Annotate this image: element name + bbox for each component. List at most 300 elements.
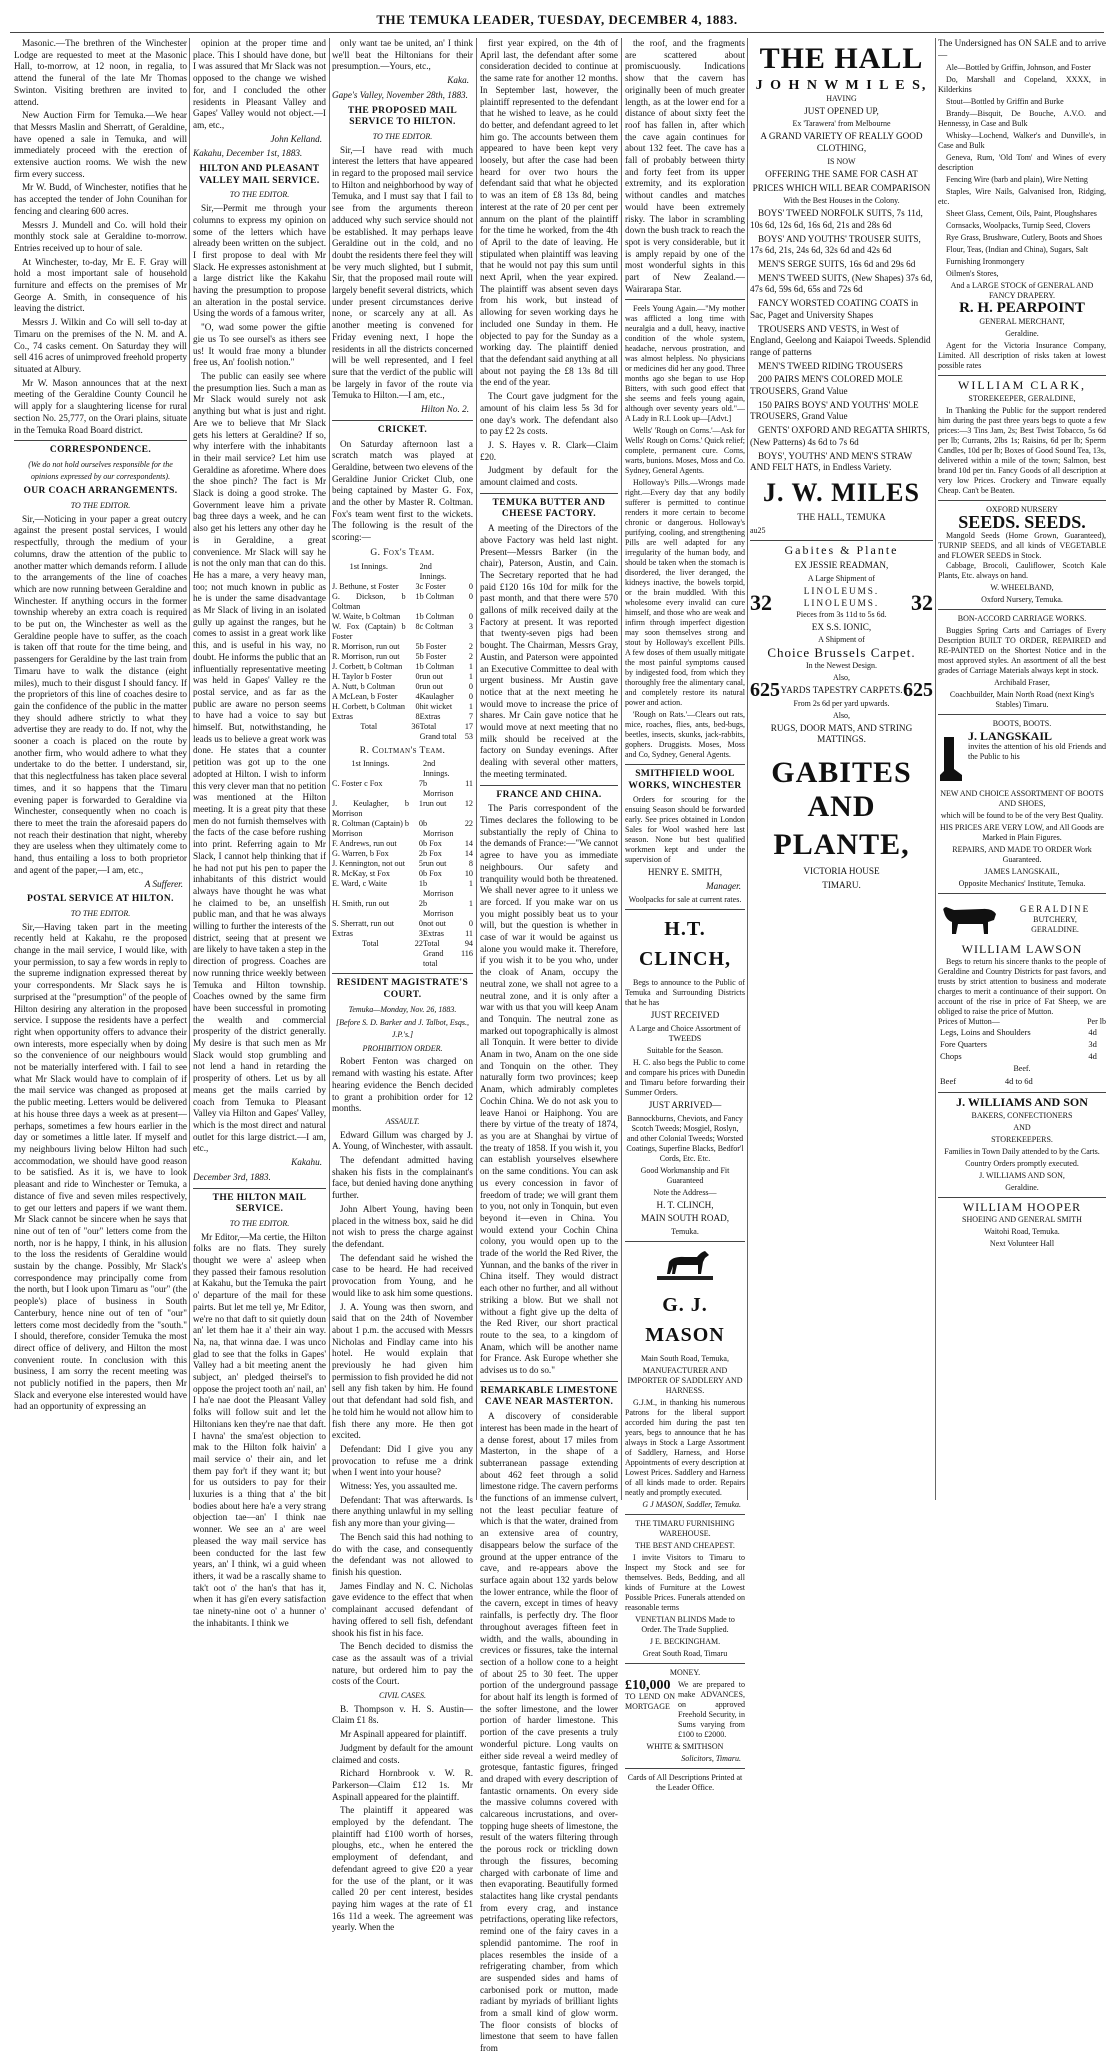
team-heading: R. Coltman's Team. [359, 745, 446, 756]
divider [938, 1197, 1106, 1198]
boot-icon [938, 735, 964, 783]
column-rule [329, 38, 330, 1500]
letter-heading: THE PROPOSED MAIL SERVICE TO HILTON. [347, 105, 458, 128]
runs-1st: 0 [418, 869, 423, 879]
ad-text: HIS PRICES ARE VERY LOW, and All Goods are Marked in Plain Figures. [940, 822, 1104, 842]
grand-total-label: Grand total [419, 731, 457, 741]
ad-text: SHOEING AND GENERAL SMITH [962, 1215, 1082, 1225]
ad-title: GABITES AND [771, 756, 912, 824]
runs-2nd: 0 [468, 581, 473, 591]
batsman-1st: J. Keulagher, b Morrison [332, 799, 409, 819]
dismissal-2nd: b Coltman [419, 611, 454, 621]
runs-2nd: 11 [465, 929, 473, 939]
table-row [332, 799, 473, 819]
ad-text: Orders for scouring for the ensuing Season should be forwarded early. See prices obtained in London Sales for Wool washed here last season. None but best qualified workmen kept and under the supervision of [625, 794, 745, 864]
runs-1st: 0 [415, 681, 420, 691]
divider [193, 1188, 326, 1189]
runs-1st: 8 [415, 621, 420, 631]
letter-heading: THE HILTON MAIL SERVICE. [212, 1192, 307, 1215]
ad-name: J. WILLIAMS AND SON, [979, 1170, 1065, 1180]
paragraph: BOYS', YOUTHS' AND MEN'S STRAW AND FELT HATS, in Endless Variety. [750, 450, 913, 473]
runs-1st: 1 [418, 799, 423, 809]
divider [332, 973, 473, 974]
table-row [332, 592, 473, 612]
batsman-1st: A. Nutt, b Coltman [332, 681, 395, 691]
price-list [750, 208, 933, 474]
paragraph: MEN'S TWEED SUITS, (New Shapes) 37s 6d, 47s 6d, 59s 6d, 65s and 72s 6d [750, 272, 933, 295]
paragraph: Masonic.—The brethren of the Winchester Lodge are requested to meet at the Masonic Hall, to-morrow, at 12 noon, in regalia, to attend the funeral of the late Mr Thomas Swinton. Visiting brethren are invited to attend. [14, 38, 187, 107]
dismissal-2nd: c Foster [419, 581, 446, 591]
cut: Chops [940, 1050, 962, 1061]
paragraph: Furnishing Ironmongery [946, 257, 1025, 267]
disclaimer: (We do not hold ourselves responsible for the opinions expressed by our correspondents). [28, 459, 173, 481]
price: 4d [1088, 1027, 1097, 1038]
total-label: Total [419, 721, 437, 731]
ad-text: A GRAND VARIETY OF REALLY GOOD CLOTHING, [760, 131, 923, 154]
paragraph: 200 PAIRS MEN'S COLORED MOLE TROUSERS, Grand Value [750, 374, 903, 397]
paragraph: Sir,—I have read with much interest the letters that have appeared in regard to the proposed mail service to Hilton and neighborhood by way of Temuka, and I must say that I fail to see from the arguments thereon adduced why such service should not be established. It may perhaps leave Geraldine out in the cold, and no doubt the residents there feel they will be very much slighted, but I submit, Sir, that the proposed mail route will largely benefit several districts, which under present circumstances derive none, or scarcely any at all. As another meeting is convened for Friday evening next, I hope the residents in all the districts concerned will be well represented, and I feel sure that the verdict of the public will be largely in favor of the route via Temuka to Hilton.—I am, etc., [332, 144, 473, 401]
divider [625, 1663, 745, 1664]
divider [625, 1768, 745, 1769]
ad-text: Waitohi Road, Temuka. [984, 1227, 1060, 1237]
ad-title: R. H. PEARPOINT [959, 300, 1085, 317]
runs-2nd: 3 [468, 621, 473, 631]
letter-body [14, 922, 187, 1414]
price: 4d [1088, 1050, 1097, 1061]
ad-text: H. T. CLINCH, [656, 1199, 714, 1210]
batsman-1st: F. Andrews, run out [332, 839, 397, 849]
letter-signature: Kaka. [447, 75, 469, 86]
ad-name: HENRY E. SMITH, [647, 866, 723, 877]
runs-1st: 1 [418, 879, 423, 889]
table-row [332, 819, 473, 839]
batsman-1st: Extras [332, 929, 353, 939]
table-row [332, 682, 473, 692]
paragraph: Rye Grass, Brushware, Cutlery, Boots and Shoes [946, 233, 1103, 243]
divider [625, 764, 745, 765]
paragraph: Mr Aspinall appeared for plaintiff. [340, 1729, 467, 1740]
divider [938, 375, 1106, 376]
letter-body [14, 514, 187, 877]
ad-title: J. LANGSKAIL [968, 728, 1053, 743]
runs-2nd: 14 [464, 849, 473, 859]
ad-role: Manager. [706, 880, 741, 891]
paragraph: Feels Young Again.—"My mother was afflicted a long time with neuralgia and a dull, heavy, inactive condition of the whole system, headache, nervous prostration, and was almost helpless. No physicians or medicines did her any good. Three months ago she began to use Hop Bitters, with such good effect that she seems and feels young again, although over seventy years old."—A Lady in R.I. Look up—[Advt.] [625, 304, 745, 424]
runs-1st: 2 [418, 849, 423, 859]
runs-2nd: 0 [468, 681, 473, 691]
ad-number: 32 [911, 589, 933, 615]
dismissal-2nd: b Fox [422, 869, 442, 879]
paragraph: At Winchester, to-day, Mr E. F. Gray will hold a most important sale of household furniture and effects on the premises of Mr George A. Smith, in consequence of his leaving the district. [14, 256, 187, 314]
grand-total-value: 116 [461, 949, 473, 959]
paragraph: Sheet Glass, Cement, Oils, Paint, Ploughshares [946, 209, 1097, 219]
mutton-head [938, 1017, 1106, 1027]
total-value: 36 [411, 721, 420, 731]
table-row [332, 779, 473, 799]
column-7 [938, 38, 1106, 1251]
divider [480, 493, 618, 494]
money-ad [625, 1680, 745, 1740]
ad-text: STOREKEEPER, GERALDINE, [968, 393, 1076, 403]
ad-text: Opposite Mechanics' Institute, Temuka. [958, 878, 1086, 888]
paragraph: B. Thompson v. H. S. Austin—Claim £1 8s. [332, 1703, 473, 1726]
table-row [332, 919, 473, 929]
column-rule [747, 38, 748, 1500]
ad-text: HAVING [826, 93, 857, 103]
goods-list [938, 63, 1106, 279]
runs-2nd: 11 [465, 779, 473, 789]
paragraph: James Findlay and N. C. Nicholas gave evidence to the effect that when complainant accused defendant of having offered to sell fish, defendant shook his fist in his face. [332, 1580, 473, 1638]
dismissal-2nd: run out [422, 859, 447, 869]
runs-2nd: 1 [468, 701, 473, 711]
divider [938, 500, 1106, 501]
runs-2nd: 1 [468, 661, 473, 671]
dismissal-2nd: b Morrison [422, 779, 454, 799]
ad-text: BUTCHERY, [1033, 915, 1077, 925]
dismissal-2nd: run out [422, 799, 447, 809]
column-rule [621, 38, 622, 1500]
runs-1st: 5 [418, 859, 423, 869]
letter-address: TO THE EDITOR. [372, 131, 433, 141]
dismissal-2nd: b Fox [422, 849, 442, 859]
letter-signature: A Sufferer. [144, 878, 183, 889]
ad-text: Good Workmanship and Fit Guaranteed [640, 1165, 730, 1185]
local-notes [14, 38, 187, 436]
paragraph: Whisky—Lochend, Walker's and Dunville's, in Case and Bulk [938, 131, 1106, 151]
beef-prices [938, 1076, 1106, 1088]
money-text: We are prepared to make ADVANCES, on approved Freehold Security, in Sums varying from £100 to £2000. [678, 1680, 745, 1740]
paragraph: Judgment by default for the amount claimed and costs. [332, 1742, 473, 1765]
ad-text: THE HALL, TEMUKA [797, 511, 886, 522]
lino-block [772, 586, 911, 619]
paragraph: the roof, and the fragments are scattered about promiscuously. Indications show that the cavern has originally been of much greater length, as at the lower end for a distance of about sixty feet the roof has fallen in, after which the cave again continues for about 132 feet. The cave has a fall of probably between thirty and forty feet from its upper extremity, and its exploration without candles and matches would have been extremely risky. The labor in scrambling down the bush track to reach the spot is very considerable, but it is amply repaid by one of the most wonderful sights in this part of New Zealand.—Wairarapa Star. [625, 38, 745, 294]
divider [938, 714, 1106, 715]
ad-text: EX JESSIE READMAN, [794, 560, 889, 571]
ad-name: Archibald Fraser, [994, 677, 1050, 687]
batsman-1st: J. Bethune, st Foster [332, 581, 399, 591]
paragraph: opinion at the proper time and place. This I should have done, but I was assured that Mr Slack was not opposed to the change we wished for, and I concluded the other residents in Pleasant Valley and Gapes' Valley would not object.—I am, etc., [193, 38, 326, 130]
ad-text: Families in Town Daily attended to by the Carts. [944, 1146, 1100, 1156]
ad-text: I invite Visitors to Timaru to Inspect my Stock and see for themselves. Beds, Bedding, and all kinds of Furniture at the Lowest Possible Prices. Funerals attended on reasonable terms [625, 1553, 745, 1613]
batsman-1st: S. Sherratt, run out [332, 919, 395, 929]
total-label: Total [362, 939, 379, 949]
dismissal-2nd: Extras [422, 929, 444, 939]
batsman-1st: R. Morrison, run out [332, 651, 400, 661]
letter-address: TO THE EDITOR. [70, 501, 131, 511]
letter-heading: POSTAL SERVICE AT HILTON. [27, 894, 174, 905]
table-row [332, 652, 473, 662]
ad-text: Suitable for the Season. [647, 1045, 723, 1055]
runs-1st: 1 [415, 611, 420, 621]
paragraph: Defendant: That was afterwards. Is there anything unlawful in my selling fish any more than your giving— [332, 1494, 473, 1529]
paragraph: The Bench decided to dismiss the case as the assault was of a trivial nature, but ordered him to pay the costs of the Court. [332, 1641, 473, 1687]
ad-text: H. C. also begs the Public to come and compare his prices with Dunedin and Timaru before forwarding their Summer Orders. [625, 1057, 745, 1097]
table-row [332, 929, 473, 939]
ad-text: Buggies Spring Carts and Carriages of Every Description BUILT TO ORDER, REPAIRED and RE-PAINTED on the Shortest Notice and in the most approved styles. An assortment of all the best grades of Carriage Materials always kept in stock. [938, 625, 1106, 675]
dismissal-2nd: b Coltman [419, 591, 454, 601]
ad-text: REPAIRS, AND MADE TO ORDER Work Guaranteed. [952, 844, 1092, 864]
ad-heading: BON-ACCORD CARRIAGE WORKS. [957, 613, 1087, 623]
ad-text: Note the Address— [653, 1187, 717, 1197]
cut: Legs, Loins and Shoulders [940, 1027, 1031, 1038]
batsman-1st: G. Dickson, b Coltman [332, 591, 406, 611]
masthead-rule [10, 32, 1104, 33]
ad-text: EX S.S. IONIC, [811, 621, 872, 632]
section-heading: RESIDENT MAGISTRATE'S COURT. [336, 978, 469, 1000]
table-row [332, 642, 473, 652]
ad-text: Mangold Seeds (Home Grown, Guaranteed), TURNIP SEEDS, and all kinds of VEGETABLE and FLOWER SEEDS in Stock. [938, 530, 1106, 560]
dismissal-2nd: c Coltman [419, 621, 454, 631]
column-rule [189, 38, 190, 1500]
ad-text: Agent for the Victoria Insurance Company, Limited. All description of risks taken at lowest possible rates [938, 341, 1106, 371]
ad-number: 625 [750, 678, 780, 701]
column-4 [480, 38, 618, 2057]
dismissal-2nd: hit wicket [419, 701, 453, 711]
table-row [938, 1076, 1106, 1088]
divider [938, 893, 1106, 894]
grand-total-label: Grand total [422, 949, 444, 969]
paragraph: first year expired, on the 4th of April last, the defendant after some consideration decided to continue at the same rate for another 12 months. In September last, however, the plaintiff represented to the defendant that he wished to leave, as he could do better, and defendant agreed to let him go. The accounts between them appeared to have been kept very loosely, but after the case had been heard for over two hours the defendant said that what he objected to was an item of £8 13s 8d, being interest at the rate of 20 per cent per annum on the plant of the plaintiff for the time he worked, from the 4th of April to the date of leaving. He stipulated when plaintiff was leaving that he would not pay this sum until next April, when the year expired. The plaintiff was absent seven days from his work, but instead of allowing for seven working days he included one Sunday in them. He objected to pay for the Sunday as a working day. The plaintiff denied that the defendant said anything at all about not paying the £8 13s 8d till the end of the year. [480, 38, 618, 388]
ad-text: Also, [832, 672, 851, 682]
ad-title: WILLIAM LAWSON [961, 941, 1083, 956]
innings-heading: 1st Innings. [351, 759, 390, 769]
letter-signature: Kakahu. [291, 1157, 322, 1168]
case-text: Robert Fenton was charged on remand with wasting his estate. After hearing evidence the Bench decided to grant a prohibition order for 12 months. [332, 1056, 473, 1114]
paragraph: 'Rough on Rats.'—Clears out rats, mice, roaches, flies, ants, bed-bugs, beetles, insects, skunks, jack-rabbits, gophers. Druggists. Moses, Moss and Co, Sydney, General Agents. [625, 710, 745, 760]
runs-2nd: 0 [468, 691, 473, 701]
divider [625, 1514, 745, 1515]
ad-title: THE HALL [759, 42, 924, 75]
divider [938, 609, 1106, 610]
paragraph: The plaintiff it appeared was employed by the defendant. The plaintiff had £100 worth of horses, ploughs, etc., when he entered the employment of defendant, and defendant agreed to give £20 a year for the use of the plant, or it was called 20 per cent interest, besides paying him wages at the rate of £1 16s 11d a week. The agreement was yearly. When the [332, 1805, 473, 1933]
letter-heading: OUR COACH ARRANGEMENTS. [23, 486, 178, 497]
ad-text: MANUFACTURER AND IMPORTER OF SADDLERY AND HARNESS. [627, 1366, 743, 1396]
paragraph: The Paris correspondent of the Times declares the following to be substantially the reply of China to the demands of France:—"We cannot agree to have you as immediate neighbours. Our safety and tranquility would both be threatened. We shall never agree to it unless we are forced. If you make war on us you might possibly beat us to your will, but the question is whether in case of war it would be against us alone you would make it. Therefore, if you wish it to be you who, under the cloak of Anam, occupy the neutral zone, we shall not agree to a neutral zone, and it is only after a war with us that you will keep Anam and Tonquin. The neutral zone as marked out topographically is almost all Tonquin. It were better to divide Anam in two, Anam on the one side and Tonquin on the other. They naturally form two provinces; keep Anam, which admirably completes Cochin China. We do not ask you to leave Hanoi or Haiphong. You are there by virtue of the treaty of 1874, as you are at Shanghai by virtue of the treaty of 1858. If you wish it, you can establish yourselves elsewhere on the same conditions. You can ask us every concession in favor of freedom of trade; we will grant them to you, not only in Tonquin, but even beyond it—even in China. You would extend your Cochin China colony, you would open up to the trade of the world the Red River, the Yunnan, and the banks of the river in China itself. They would distract each other no further, and all without striking a blow. But we shall not without a fight give up the delta of the Red River, our short practical route to the sea, to a kingdom of Anam, which will be another name for France. Ask Europe whether she advises us to do so." [480, 803, 618, 1376]
ad-text: RUGS, DOOR MATS, AND STRING MATTINGS. [770, 722, 913, 745]
paragraph: only want tae be united, an' I think we'll beat the Hiltonians for their presumption.—Yours, etc., [332, 38, 473, 72]
paragraph: Witness: Yes, you assaulted me. [340, 1481, 458, 1492]
cut: Fore Quarters [940, 1038, 987, 1049]
runs-2nd: 12 [464, 799, 473, 809]
article-body [480, 803, 618, 1376]
ad-title: SEEDS. SEEDS. [958, 511, 1086, 532]
runs-1st: 2 [418, 899, 423, 909]
ad-heading: BOOTS, BOOTS. [992, 718, 1052, 728]
paragraph: Mr Editor,—Ma certie, the Hilton folks are no flats. They surely thought we were a' asleep when they passed their famous resolution at Kakahu, but the Temuka the pairt o' departure of the mail for these pairts. But let me tell ye, Mr Editor, we're no that daft to sit quietly doun an' let them hae it a' their ain way. Na, na, that winna dae. I was unco glad to see that the folks in Gapes' Valley had a bit meeting anent the subject, an' pledged theirsel's to oppose the project tooth an' nail, an' I ha'e nae doot the Pleasant Valley folks will follow suit and let the Hiltonians ken they're nae that daft. I havna' the sma'est objection to mak to the Hilton folk haivin' a mail service o' their ain, and let them pay for't if they want it; but for us outsiders to pay for their luxuries is a thing that a' the bit bodies about here ha'e a very strang objection tae—an' I think nae wonner. We see an a' are weel pleased the way mail service has been conducted for the last few years, an' I think, wi a guid wheen ithers, it wad be a rascally shame to tak't oot o' the han's that has it, when it has gi'en every satisfaction tae ninety-nine oot o' a hunner o' the inhabitants. I think we [193, 1231, 326, 1628]
section-heading: FRANCE AND CHINA. [496, 789, 602, 800]
ad-text: Choice Brussels Carpet. [767, 645, 916, 661]
batsman-1st: R. Coltman (Captain) b Morrison [332, 819, 409, 839]
dismissal-2nd: b Morrison [422, 819, 454, 839]
ad-text: Pieces from 3s 11d to 5s 6d. [796, 609, 887, 619]
paragraph: Defendant: Did I give you any provocation to refuse me a drink when I went into your house? [332, 1443, 473, 1478]
divider [750, 540, 933, 541]
innings-heading: 1st Innings. [349, 561, 388, 571]
ad-text: Country Orders promptly executed. [965, 1158, 1079, 1168]
table-row [332, 712, 473, 722]
ad-text: JUST RECEIVED [650, 1010, 720, 1021]
paragraph: Geneva, Rum, 'Old Tom' and Wines of every description [938, 153, 1106, 173]
letter-body [193, 38, 326, 132]
price: 3d [1088, 1038, 1097, 1049]
boots-text [968, 728, 1106, 787]
runs-1st: 0 [415, 671, 420, 681]
column-6 [750, 38, 933, 893]
paragraph: Flour, Teas, (Indian and China), Sugars, Salt [946, 245, 1089, 255]
letter-heading: HILTON AND PLEASANT VALLEY MAIL SERVICE. [199, 164, 320, 186]
runs-1st: 0 [418, 819, 423, 829]
ad-text: VENETIAN BLINDS Made to Order. The Trade Supplied. [635, 1615, 735, 1635]
divider [480, 785, 618, 786]
section-heading: CORRESPONDENCE. [49, 445, 152, 456]
ad-text: MAIN SOUTH ROAD, [640, 1213, 730, 1224]
ad-text: BAKERS, CONFECTIONERS [971, 1110, 1073, 1120]
paragraph: The Court gave judgment for the amount of his claim less 5s 3d for one day's work. The defendant also to pay £2 2s costs. [480, 391, 618, 437]
article-body [480, 38, 618, 489]
ad-text: Temuka. [671, 1227, 699, 1237]
ad-title: J. WILLIAMS AND SON [956, 1095, 1088, 1110]
paragraph: "O, wad some power the giftie gie us To see oursel's as ithers see us! It would frae mony a blunder free us, An' foolish notion." [193, 322, 326, 368]
paragraph: Messrs J. Mundell and Co. will hold their monthly stock sale at Geraldine to-morrow. Entries received up to hour of sale. [14, 219, 187, 253]
price-heading: Beef. [1013, 1064, 1031, 1074]
paragraph: Fencing Wire (barb and plain), Wire Netting [946, 175, 1088, 185]
ad-text: LINOLEUMS. LINOLEUMS. [803, 586, 880, 608]
paragraph: A meeting of the Directors of the above Factory was held last night. Present—Messrs Barker (in the chair), Paterson, Austin, and Cain. The Secretary reported that he had paid £120 16s 10d for milk for the past month, and that there were 570 gallons of milk received daily at the Factory at present. It was reported that twenty-seven pigs had been bought. The Chairman, Messrs Gray, Austin, and Paterson were appointed an Executive Committee to deal with urgent business. Mr Austin gave notice that at the next meeting he would move to increase the price of shares. Mr Cain gave notice that he would move at next meeting that no milk should be received at the factory on Sunday evenings. After dealing with several other matters, the meeting terminated. [480, 523, 618, 779]
runs-2nd: 0 [468, 591, 473, 601]
paragraph: FANCY WORSTED COATING COATS in Sac, Paget and University Shapes [750, 298, 919, 320]
scorecard-team-2 [332, 759, 473, 969]
ad-number: 32 [750, 589, 772, 615]
column-rule [476, 38, 477, 1500]
runs-1st: 0 [415, 701, 420, 711]
ad-text: TIMARU. [822, 879, 861, 890]
table-row [332, 869, 473, 879]
paragraph: TROUSERS AND VESTS, in West of England, Geelong and Kaiapoi Tweeds. Splendid range of patterns [750, 323, 931, 357]
table-row [332, 702, 473, 712]
letter-date: December 3rd, 1883. [193, 1171, 271, 1182]
dismissal-2nd: not out [422, 919, 446, 929]
runs-1st: 5 [415, 641, 420, 651]
dismissal-2nd: Kaulagher [419, 691, 454, 701]
letter-signature: Hilton No. 2. [421, 404, 469, 415]
ad-text: Ex 'Tarawera' from Melbourne [792, 119, 891, 129]
ad-text: The Undersigned has ON SALE and to arrive— [938, 38, 1106, 60]
ad-text: From 2s 6d per yard upwards. [793, 698, 890, 708]
runs-1st: 5 [415, 651, 420, 661]
ad-name: WHITE & SMITHSON [646, 1742, 724, 1752]
letter-body [193, 1232, 326, 1630]
ad-text: NEW AND CHOICE ASSORTMENT OF BOOTS AND SHOES, [940, 788, 1104, 808]
batsman-1st: E. Ward, c Waite [332, 879, 387, 889]
ad-code: au25 [750, 525, 766, 535]
runs-2nd: 1 [468, 879, 473, 889]
divider [14, 440, 187, 441]
runs-2nd: 2 [468, 651, 473, 661]
ad-heading: THE TIMARU FURNISHING WAREHOUSE. [635, 1519, 735, 1539]
total-value: 94 [464, 939, 473, 949]
article-body [480, 523, 618, 780]
ad-text: Coachbuilder, Main North Road (next King's Stables) Timaru. [949, 689, 1095, 709]
runs-2nd: 22 [464, 819, 473, 829]
batsman-1st: W. Fox (Captain) b Foster [332, 621, 406, 641]
money-amount: £10,000 [625, 1678, 671, 1694]
section-heading: REMARKABLE LIMESTONE CAVE NEAR MASTERTON. [480, 1385, 618, 1408]
paragraph: Richard Hornbrook v. W. R. Parkerson—Claim £12 1s. Mr Aspinall appeared for the plaintiff. [332, 1768, 473, 1802]
runs-1st: 4 [415, 691, 420, 701]
runs-2nd: 0 [468, 611, 473, 621]
ad-name: JAMES LANGSKAIL, [984, 866, 1060, 876]
paragraph: Mr W. Budd, of Winchester, notifies that he has accepted the tender of John Counihan for fencing and clearing 600 acres. [14, 182, 187, 216]
paragraph: GENTS' OXFORD AND REGATTA SHIRTS, (New Patterns) 4s 6d to 7s 6d [750, 425, 930, 447]
dismissal-2nd: b Morrison [422, 879, 454, 899]
batsman-1st: W. Waite, b Coltman [332, 611, 401, 621]
ad-text: GERALDINE. [1031, 925, 1079, 935]
runs-1st: 0 [418, 919, 423, 929]
column-5 [625, 38, 745, 1795]
paragraph: 150 PAIRS BOYS' AND YOUTHS' MOLE TROUSERS, Grand Value [750, 399, 919, 422]
paragraph: Cornsacks, Woolpacks, Turnip Seed, Clovers [946, 221, 1091, 231]
batsman-1st: C. Foster c Fox [332, 779, 383, 789]
table-row [332, 672, 473, 682]
section-heading: CRICKET. [377, 424, 428, 435]
letter-place: Gape's Valley, November 28th, 1883. [332, 89, 468, 100]
ad-text: With the Best Houses in the Colony. [783, 196, 900, 206]
paragraph: New Auction Firm for Temuka.—We hear that Messrs Maslin and Sherratt, of Geraldine, have opened a sale in Temuka, and will immediately proceed with the erection of extensive auction rooms. We wish the new firm every success. [14, 110, 187, 179]
ad-text: JUST OPENED UP, [804, 105, 879, 116]
column-2 [193, 38, 326, 1632]
runs-2nd: 14 [464, 839, 473, 849]
ad-text: which will be found to be of the very Best Quality. [940, 810, 1104, 820]
ad-text: A Large and Choice Assortment of TWEEDS [629, 1023, 741, 1043]
paragraph: Holloway's Pills.—Wrongs made right.—Every day that any bodily sufferer is permitted to continue renders it more certain to become chronic or dangerous. Holloway's purifying, cooling, and strengthening Pills are well adapted for any irregularity of the human body, and should be taken when the stomach is disordered, the liver deranged, the kidneys inactive, the bowels torpid, or the brain muddled. With this wholesome every invalid can cure himself, and those who are weak and infirm through imperfect digestion may soon themselves strong and stout by Holloway's excellent Pills. A few doses of them usually mitigate the most painful symptoms caused by indigested food, from which they thoroughly free the alimentary canal, and completely restore its natural power and action. [625, 478, 745, 708]
letter-address: TO THE EDITOR. [70, 908, 131, 918]
runs-1st: 1 [415, 661, 420, 671]
ad-text: invites the attention of his old Friends and the Public to his [968, 742, 1106, 762]
runs-1st: 3 [415, 581, 420, 591]
ad-text: Begs to return his sincere thanks to the people of Geraldine and Country Districts for past favors, and trusts by strict attention to business and moderate charges to merit a continuance of their support. On account of the rise in price of Fat Sheep, we are obliged to raise the price of Mutton. [938, 957, 1106, 1017]
ad-title: Gabites & Plante [784, 542, 899, 557]
butchery-head [1004, 904, 1106, 936]
table-row [332, 662, 473, 672]
ad-title: H.T. CLINCH, [638, 918, 731, 971]
batsman-1st: G. Warren, b Fox [332, 849, 389, 859]
grand-total-value: 53 [464, 731, 473, 741]
ad-title: J. W. MILES [763, 477, 920, 507]
ad-text: Great South Road, Timaru [642, 1649, 728, 1659]
case-heading: CIVIL CASES. [379, 1691, 426, 1701]
runs-1st: 8 [415, 711, 420, 721]
ad-name: W. WHEELBAND, [990, 582, 1054, 592]
ad-text: Begs to announce to the Public of Temuka and Surrounding Districts that he has [625, 978, 745, 1008]
paragraph: Ale—Bottled by Griffin, Johnson, and Foster [946, 63, 1091, 73]
money-lend: TO LEND ON MORTGAGE [625, 1691, 675, 1711]
dismissal-2nd: b Foster [419, 651, 447, 661]
price: 4d to 6d [1004, 1076, 1033, 1087]
paragraph: BOYS' AND YOUTHS' TROUSER SUITS, 17s 6d, 21s, 24s 6d, 32s 6d and 42s 6d [750, 233, 921, 256]
paragraph: Messrs J. Wilkin and Co will sell to-day at Timaru on the premises of the N. M. and A. Co., 74 casks cement. On Saturday they will sell 416 acres of unimproved freehold property situated at Albury. [14, 317, 187, 374]
ad-text: Oxford Nursery, Temuka. [981, 594, 1063, 604]
case-heading: ASSAULT. [385, 1116, 420, 1126]
table-row [938, 1051, 1106, 1063]
paragraph: Sir,—Noticing in your paper a great outcry against the present postal services, I would respectfully, through the medium of your columns, draw the attention of the public to another matter which demands reform. I allude to the arrangements of the line of coaches which are now running between Geraldine and Winchester. If anything occurs in the former township whereby an extra coach is required to be put on, the Winchester as well as the Geraldine people have to suffer, as the coach is taken off that route for the time being, and passengers for Geraldine by the last train from Timaru have to walk the distance (eight miles), much to their disgust I should fancy. If the proprietors of this line of coaches desire to gain the confidence of the public in the matter they should adhere strictly to what they advertise they are ready to do. If not, why the sooner a coach is placed on the route by another firm, who would adhere to what they undertake to do the better. I understand, sir, that this neglectfulness has taken place several times, and it so happens that the Timaru evening paper is forwarded to Geraldine via Winchester, consequently when no coach is there to meet the train the aforesaid papers do not reach their destination that night, whereby they are useless when they ultimately come to hand, thus entailing a loss to both proprietor and agent of the paper,—I am, etc., [14, 513, 187, 875]
cut: Beef [940, 1076, 957, 1087]
ad-text: Geraldine. [1005, 329, 1039, 339]
ad-text: OFFERING THE SAME FOR CASH AT [765, 168, 918, 179]
article-body [625, 38, 745, 295]
ad-title: PLANTE, [773, 828, 910, 862]
paragraph: BOYS' TWEED NORFOLK SUITS, 7s 11d, 10s 6d, 12s 6d, 16s 6d, 21s and 28s 6d [750, 208, 923, 230]
batsman-1st: J. Corbett, b Coltman [332, 661, 403, 671]
